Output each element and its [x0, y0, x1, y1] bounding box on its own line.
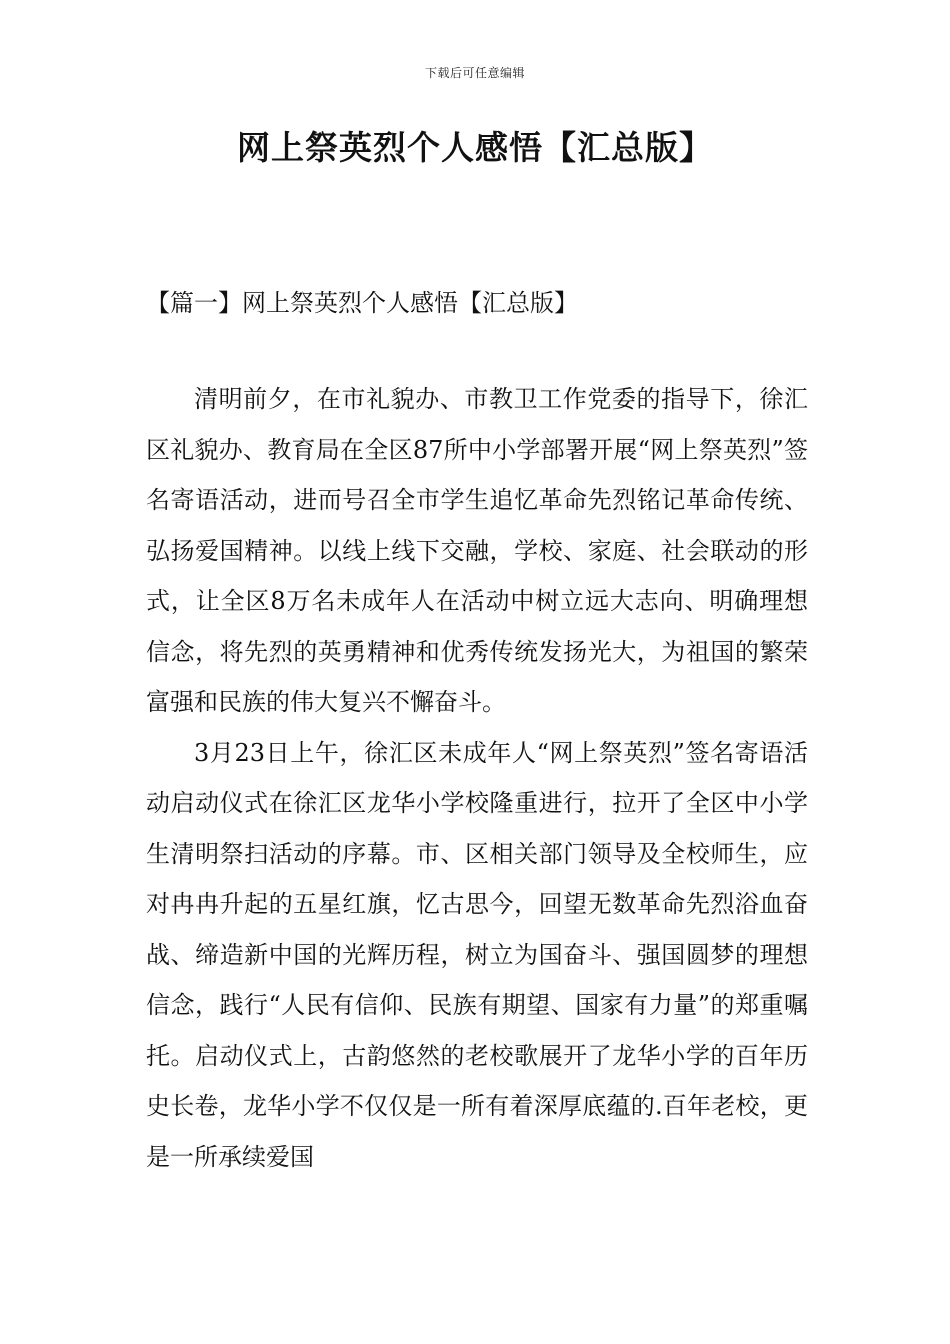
paragraph: 清明前夕，在市礼貌办、市教卫工作党委的指导下，徐汇区礼貌办、教育局在全区87所中小学部署开展“网上祭英烈”签名寄语活动，进而号召全市学生追忆革命先烈铭记革命传统、弘扬爱国精神。以线上线下交融，学校、家庭、社会联动的形式，让全区8万名未成年人在活动中树立远大志向、明确理想信念，将先烈的英勇精神和优秀传统发扬光大，为祖国的繁荣富强和民族的伟大复兴不懈奋斗。	[146, 385, 808, 716]
document-body	[146, 374, 808, 1182]
section-heading: 【篇一】网上祭英烈个人感悟【汇总版】	[146, 289, 578, 317]
paragraph: 3月23日上午，徐汇区未成年人“网上祭英烈”签名寄语活动启动仪式在徐汇区龙华小学校隆重进行，拉开了全区中小学生清明祭扫活动的序幕。市、区相关部门领导及全校师生，应对冉冉升起的五星红旗，忆古思今，回望无数革命先烈浴血奋战、缔造新中国的光辉历程，树立为国奋斗、强国圆梦的理想信念，践行“人民有信仰、民族有期望、国家有力量”的郑重嘱托。启动仪式上，古韵悠然的老校歌展开了龙华小学的百年历史长卷，龙华小学不仅仅是一所有着深厚底蕴的.百年老校，更是一所承续爱国	[146, 738, 808, 1171]
header-note: 下载后可任意编辑	[424, 66, 525, 80]
document-title: 网上祭英烈个人感悟【汇总版】	[237, 128, 713, 167]
